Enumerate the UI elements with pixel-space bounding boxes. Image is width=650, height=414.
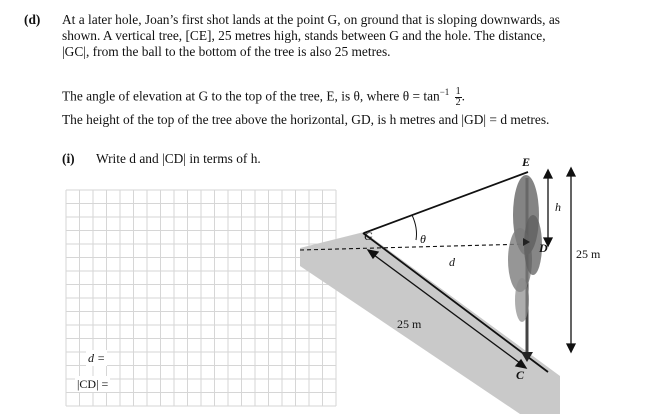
d-answer-prompt: d = [88, 351, 106, 365]
question-line-2: shown. A vertical tree, [CE], 25 metres high, stands between G and the hole. The distance, [62, 28, 546, 43]
label-theta: θ [420, 232, 426, 246]
height-line: The height of the top of the tree above the horizontal, GD, is h metres and |GD| = d metres. [62, 112, 550, 127]
label-c: C [516, 368, 525, 382]
tree [508, 175, 542, 355]
label-g: G [364, 229, 373, 243]
sub-part-text: Write d and |CD| in terms of h. [96, 151, 261, 166]
question-line-3: |GC|, from the ball to the bottom of the tree is also 25 metres. [62, 44, 391, 59]
label-d: d [449, 255, 455, 269]
label-h: h [555, 200, 561, 214]
fraction-denominator: 2 [455, 96, 461, 108]
line-of-sight [364, 172, 528, 233]
label-D: D [539, 241, 548, 255]
part-label: (d) [24, 12, 41, 27]
fraction-numerator: 1 [455, 85, 461, 97]
inverse-superscript: −1 [439, 87, 450, 97]
angle-line-end: . [461, 88, 466, 104]
label-e: E [522, 155, 531, 169]
question-line-1: At a later hole, Joan’s first shot lands at the point G, on ground that is sloping downwards, as [62, 12, 560, 27]
label-gc-length: 25 m [397, 317, 422, 331]
sub-part-label: (i) [62, 151, 75, 166]
label-tree-height: 25 m [576, 247, 601, 261]
tree-height-arrow [567, 168, 575, 352]
h-arrow [544, 170, 552, 246]
tree-crown-4 [515, 278, 529, 322]
theta-arc [412, 215, 417, 240]
angle-line-text: The angle of elevation at G to the top of the tree, E, is θ, where θ = tan [62, 88, 440, 104]
cd-answer-prompt: |CD| = [77, 377, 109, 391]
answer-grid [66, 190, 336, 406]
